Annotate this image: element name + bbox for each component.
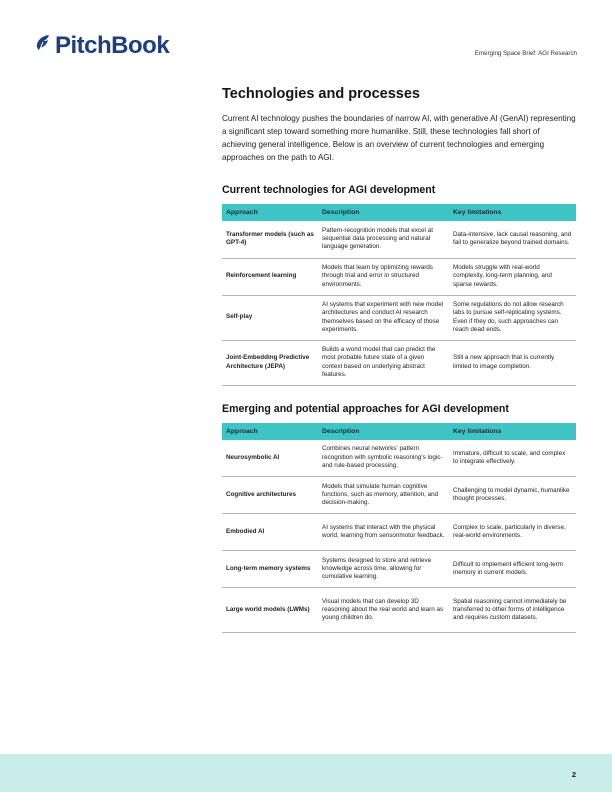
limitations-cell: Immature, difficult to scale, and complex to integrate effectively. [449, 440, 576, 477]
table-row [222, 514, 576, 551]
feather-icon [32, 34, 52, 58]
approach-cell: Reinforcement learning [222, 258, 318, 295]
limitations-cell: Models struggle with real-world complexity, long-term planning, and sparse rewards. [449, 258, 576, 295]
pitchbook-logo [32, 32, 169, 60]
section-title: Technologies and processes [222, 86, 420, 102]
page-number: 2 [571, 770, 576, 779]
table-row [222, 440, 576, 477]
description-cell: Visual models that can develop 3D reasoning about the real world and learn as young children do. [318, 588, 449, 633]
emerging-approaches-title: Emerging and potential approaches for AGI development [222, 402, 509, 415]
running-header: Emerging Space Brief: AGI Research [474, 50, 577, 57]
description-cell: Systems designed to store and retrieve knowledge across time, allowing for cumulative learning. [318, 551, 449, 588]
approach-cell: Large world models (LWMs) [222, 588, 318, 633]
table-row [222, 588, 576, 633]
table-row [222, 477, 576, 514]
approach-cell: Cognitive architectures [222, 477, 318, 514]
column-header-description: Description [318, 204, 449, 221]
table-row [222, 295, 576, 340]
description-cell: Pattern-recognition models that excel at sequential data processing and natural language generation. [318, 221, 449, 258]
main-content [222, 86, 576, 633]
description-cell: Builds a world model that can predict the most probable future state of a given context based on underlying abstract features. [318, 340, 449, 385]
table-row [222, 221, 576, 258]
limitations-cell: Some regulations do not allow research labs to pursue self-replicating systems. Even if they do, such approaches can reach dead ends. [449, 295, 576, 340]
limitations-cell: Difficult to implement efficient long-term memory in current models. [449, 551, 576, 588]
description-cell: Combines neural networks' pattern recognition with symbolic reasoning's logic- and rule-based processing. [318, 440, 449, 477]
approach-cell: Long-term memory systems [222, 551, 318, 588]
column-header-approach: Approach [222, 423, 318, 440]
description-cell: AI systems that experiment with new model architectures and conduct AI research themselves based on the efficacy of those experiments. [318, 295, 449, 340]
emerging-approaches-table [222, 423, 576, 634]
column-header-limitations: Key limitations [449, 204, 576, 221]
column-header-limitations: Key limitations [449, 423, 576, 440]
approach-cell: Joint-Embedding Predictive Architecture (JEPA) [222, 340, 318, 385]
approach-cell: Neurosymbolic AI [222, 440, 318, 477]
table-row [222, 258, 576, 295]
limitations-cell: Challenging to model dynamic, humanlike thought processes. [449, 477, 576, 514]
approach-cell: Self-play [222, 295, 318, 340]
description-cell: AI systems that interact with the physical world, learning from sensorimotor feedback. [318, 514, 449, 551]
approach-cell: Embodied AI [222, 514, 318, 551]
current-technologies-table [222, 204, 576, 386]
limitations-cell: Data-intensive, lack causal reasoning, and fail to generalize beyond trained domains. [449, 221, 576, 258]
intro-paragraph: Current AI technology pushes the boundaries of narrow AI, with generative AI (GenAI) representing a significant step toward something more humanlike. Still, these technologies fall short of achieving general intelligence. Below is an overview of current technologies and emerging approaches on the path to AGI. [222, 114, 576, 162]
table-row [222, 551, 576, 588]
brand-name: PitchBook [55, 32, 170, 59]
limitations-cell: Still a new approach that is currently limited to image completion. [449, 340, 576, 385]
current-technologies-title: Current technologies for AGI development [222, 184, 436, 196]
limitations-cell: Complex to scale, particularly in diverse, real-world environments. [449, 514, 576, 551]
column-header-description: Description [318, 423, 449, 440]
table-row [222, 340, 576, 385]
table-header-row [222, 204, 576, 221]
footer-band [0, 754, 612, 792]
column-header-approach: Approach [222, 204, 318, 221]
description-cell: Models that learn by optimizing rewards through trial and error in structured environments. [318, 258, 449, 295]
table-header-row [222, 423, 576, 440]
description-cell: Models that simulate human cognitive functions, such as memory, attention, and decision-making. [318, 477, 449, 514]
approach-cell: Transformer models (such as GPT-4) [222, 221, 318, 258]
limitations-cell: Spatial reasoning cannot immediately be transferred to other forms of intelligence and requires custom datasets. [449, 588, 576, 633]
